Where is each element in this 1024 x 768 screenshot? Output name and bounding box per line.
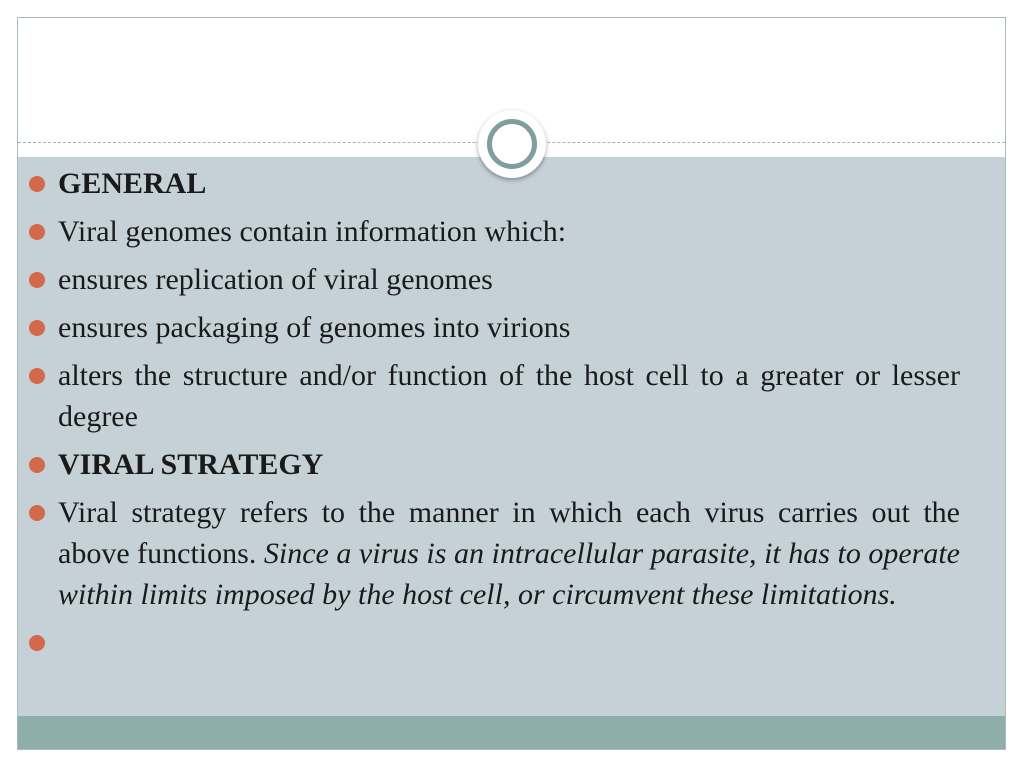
bullet-dot-icon [29,457,45,473]
bullet-text: ensures packaging of genomes into virions [58,311,571,344]
bullet-text: alters the structure and/or function of the host cell to a greater or lesser degree [58,359,960,433]
bullet-text: GENERAL [58,167,207,200]
bullet-dot-icon [29,320,45,336]
bullet-text: VIRAL STRATEGY [58,448,324,481]
bullet-general-heading [26,163,960,204]
bullet-viral-genomes [26,211,960,252]
bullet-empty [26,622,960,656]
bullet-dot-icon [29,272,45,288]
bullet-replication [26,259,960,300]
bullet-list [26,163,960,663]
bullet-dot-icon [29,505,45,521]
bullet-packaging [26,307,960,348]
bullet-text: ensures replication of viral genomes [58,263,493,296]
bullet-text: Viral strategy refers to the manner in which each virus carries out the above functions. [58,496,960,570]
bullet-strategy-text [26,492,960,615]
footer-bar [18,716,1005,750]
bullet-alters [26,355,960,437]
bullet-dot-icon [29,635,45,651]
bullet-dot-icon [29,368,45,384]
bullet-dot-icon [29,176,45,192]
bullet-text: Viral genomes contain information which: [58,215,567,248]
ornament-ring [487,119,537,169]
bullet-strategy-heading [26,444,960,485]
bullet-italic-text: Since a virus is an intracellular parasite, it has to operate within limits imposed by the host cell, or circumvent these limitations. [58,537,960,611]
bullet-dot-icon [29,224,45,240]
